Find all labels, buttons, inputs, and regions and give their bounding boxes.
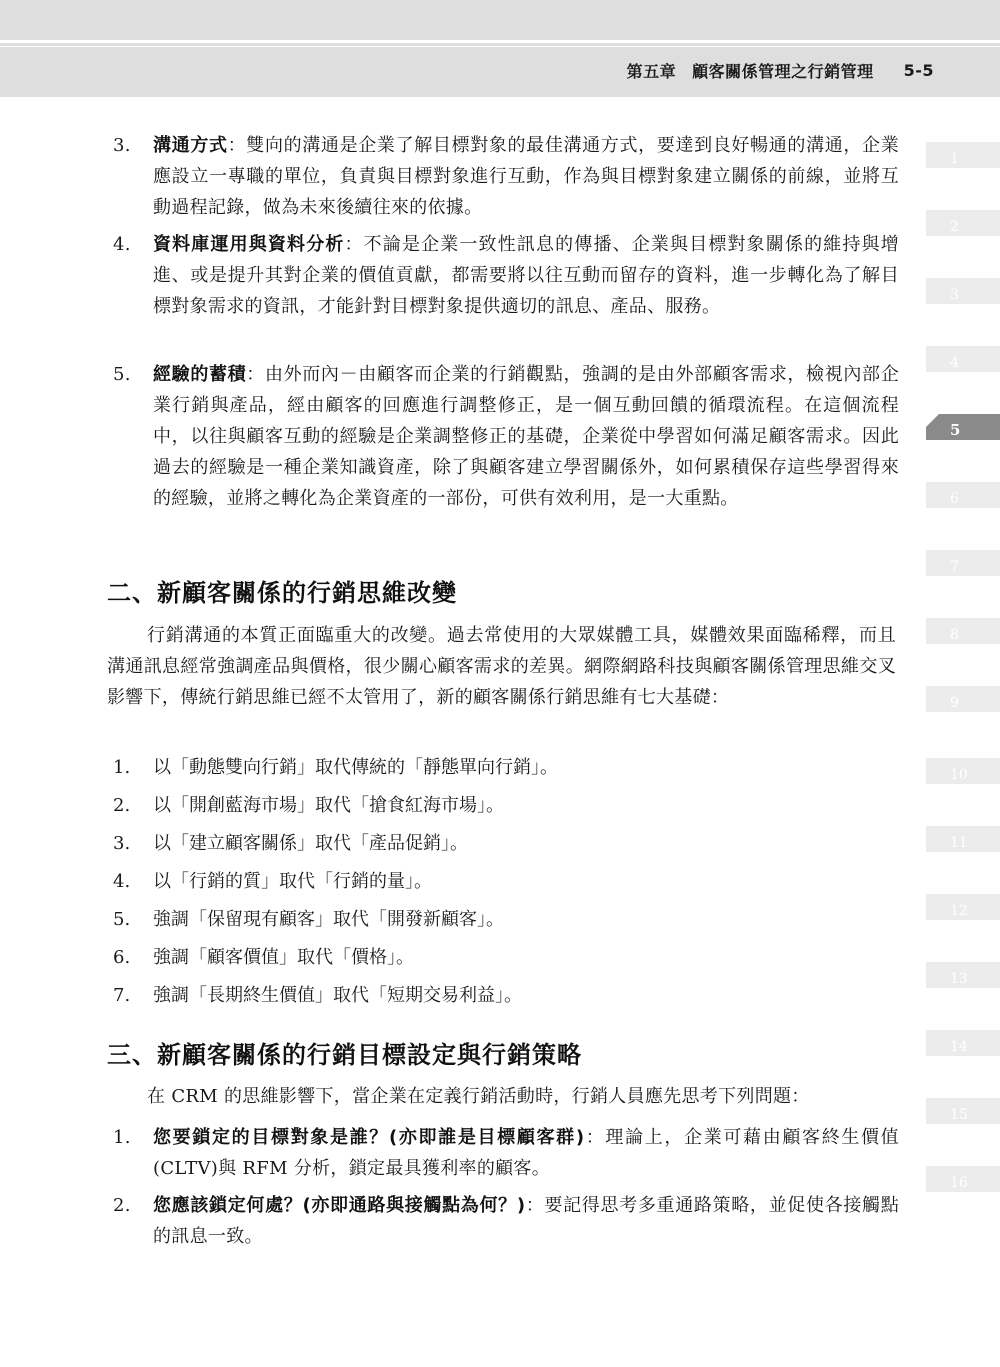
list-item bbox=[113, 1190, 899, 1252]
item-text: ：雙向的溝通是企業了解目標對象的最佳溝通方式，要達到良好暢通的溝通，企業應設立一專職的單位，負責與目標對象進行互動，作為與目標對象建立關係的前線，並將互動過程記錄，做為未來後續往來的依據。 bbox=[153, 135, 900, 218]
section-heading: 二、新顧客關係的行銷思維改變 bbox=[107, 579, 457, 607]
chapter-tab-12[interactable]: 12 bbox=[926, 894, 1000, 920]
header-rule-thin bbox=[0, 46, 1000, 47]
list-item bbox=[113, 905, 893, 935]
chapter-tab-15[interactable]: 15 bbox=[926, 1098, 1000, 1124]
item-body bbox=[153, 229, 899, 322]
chapter-tabs bbox=[924, 0, 1000, 1367]
list-item bbox=[113, 753, 893, 783]
item-number: 1. bbox=[113, 757, 131, 778]
item-body bbox=[153, 130, 899, 223]
list-item bbox=[113, 943, 893, 973]
item-number: 5. bbox=[113, 364, 131, 385]
page-number: 5-5 bbox=[903, 60, 934, 80]
chapter-tab-2[interactable]: 2 bbox=[926, 210, 1000, 236]
tab-corner-mark bbox=[926, 414, 939, 427]
chapter-tab-5-active[interactable]: 5 bbox=[926, 414, 1000, 440]
chapter-tab-10[interactable]: 10 bbox=[926, 758, 1000, 784]
list-item bbox=[113, 359, 899, 514]
list-item bbox=[113, 130, 899, 223]
item-text: ：理論上，企業可藉由顧客終生價值(CLTV)與 RFM 分析，鎖定最具獲利率的顧客。 bbox=[153, 1127, 899, 1179]
chapter-tab-16[interactable]: 16 bbox=[926, 1166, 1000, 1192]
list-item bbox=[113, 229, 899, 322]
running-head-text bbox=[627, 58, 934, 82]
item-number: 2. bbox=[113, 795, 131, 816]
header-rule bbox=[0, 40, 1000, 43]
chapter-tab-9[interactable]: 9 bbox=[926, 686, 1000, 712]
list-item bbox=[113, 867, 893, 897]
item-text: 以「建立顧客關係」取代「產品促銷」。 bbox=[153, 833, 468, 854]
chapter-label: 第五章 bbox=[626, 61, 677, 81]
item-number: 7. bbox=[113, 985, 131, 1006]
item-number: 6. bbox=[113, 947, 131, 968]
item-text: 強調「顧客價值」取代「價格」。 bbox=[153, 947, 414, 968]
item-number: 2. bbox=[113, 1195, 131, 1216]
list-item bbox=[113, 791, 893, 821]
section-heading: 三、新顧客關係的行銷目標設定與行銷策略 bbox=[107, 1041, 582, 1069]
item-term: 您要鎖定的目標對象是誰？(亦即誰是目標顧客群) bbox=[153, 1127, 585, 1148]
chapter-tab-1[interactable]: 1 bbox=[926, 142, 1000, 168]
item-term: 資料庫運用與資料分析 bbox=[153, 234, 345, 255]
chapter-tab-11[interactable]: 11 bbox=[926, 826, 1000, 852]
list-item bbox=[113, 981, 893, 1011]
item-text: 強調「保留現有顧客」取代「開發新顧客」。 bbox=[153, 909, 504, 930]
item-body bbox=[153, 359, 899, 514]
item-number: 5. bbox=[113, 909, 131, 930]
section-paragraph: 行銷溝通的本質正面臨重大的改變。過去常使用的大眾媒體工具，媒體效果面臨稀釋，而且溝通訊息經常強調產品與價格，很少關心顧客需求的差異。網際網路科技與顧客關係管理思維交叉影響下，傳統行銷思維已經不太管用了，新的顧客關係行銷思維有七大基礎： bbox=[107, 625, 896, 708]
running-header bbox=[0, 0, 1000, 97]
chapter-tab-7[interactable]: 7 bbox=[926, 550, 1000, 576]
item-text: 以「開創藍海市場」取代「搶食紅海市場」。 bbox=[153, 795, 504, 816]
chapter-tab-6[interactable]: 6 bbox=[926, 482, 1000, 508]
item-term: 您應該鎖定何處？(亦即通路與接觸點為何？) bbox=[153, 1195, 526, 1216]
chapter-tab-14[interactable]: 14 bbox=[926, 1030, 1000, 1056]
item-text: 強調「長期終生價值」取代「短期交易利益」。 bbox=[153, 985, 522, 1006]
item-text: ：由外而內－由顧客而企業的行銷觀點，強調的是由外部顧客需求，檢視內部企業行銷與產品，經由顧客的回應進行調整修正，是一個互動回饋的循環流程。在這個流程中，以往與顧客互動的經驗是企業調整修正的基礎，企業從中學習如何滿足顧客需求。因此過去的經驗是一種企業知識資產，除了與顧客建立學習關係外，如何累積保存這些學習得來的經驗，並將之轉化為企業資產的一部份，可供有效利用，是一大重點。 bbox=[153, 364, 899, 509]
section-paragraph: 在 CRM 的思維影響下，當企業在定義行銷活動時，行銷人員應先思考下列問題： bbox=[147, 1086, 810, 1107]
list-item bbox=[113, 1122, 899, 1184]
item-text: ：要記得思考多重通路策略，並促使各接觸點的訊息一致。 bbox=[153, 1195, 899, 1247]
item-body bbox=[153, 1122, 899, 1184]
item-body bbox=[153, 1190, 899, 1252]
list-item bbox=[113, 829, 893, 859]
item-number: 1. bbox=[113, 1127, 131, 1148]
item-number: 4. bbox=[113, 234, 131, 255]
chapter-tab-13[interactable]: 13 bbox=[926, 962, 1000, 988]
item-term: 經驗的蓄積 bbox=[153, 364, 247, 385]
item-text: 以「行銷的質」取代「行銷的量」。 bbox=[153, 871, 432, 892]
chapter-tab-4[interactable]: 4 bbox=[926, 346, 1000, 372]
item-text: 以「動態雙向行銷」取代傳統的「靜態單向行銷」。 bbox=[153, 757, 558, 778]
item-number: 4. bbox=[113, 871, 131, 892]
chapter-tab-3[interactable]: 3 bbox=[926, 278, 1000, 304]
item-text: ：不論是企業一致性訊息的傳播、企業與目標對象關係的維持與增進、或是提升其對企業的價值貢獻，都需要將以往互動而留存的資料，進一步轉化為了解目標對象需求的資訊，才能針對目標對象提供適切的訊息、產品、服務。 bbox=[153, 234, 899, 317]
item-number: 3. bbox=[113, 833, 131, 854]
item-term: 溝通方式 bbox=[153, 135, 228, 156]
chapter-title: 顧客關係管理之行銷管理 bbox=[692, 61, 874, 81]
chapter-tab-8[interactable]: 8 bbox=[926, 618, 1000, 644]
item-number: 3. bbox=[113, 135, 131, 156]
